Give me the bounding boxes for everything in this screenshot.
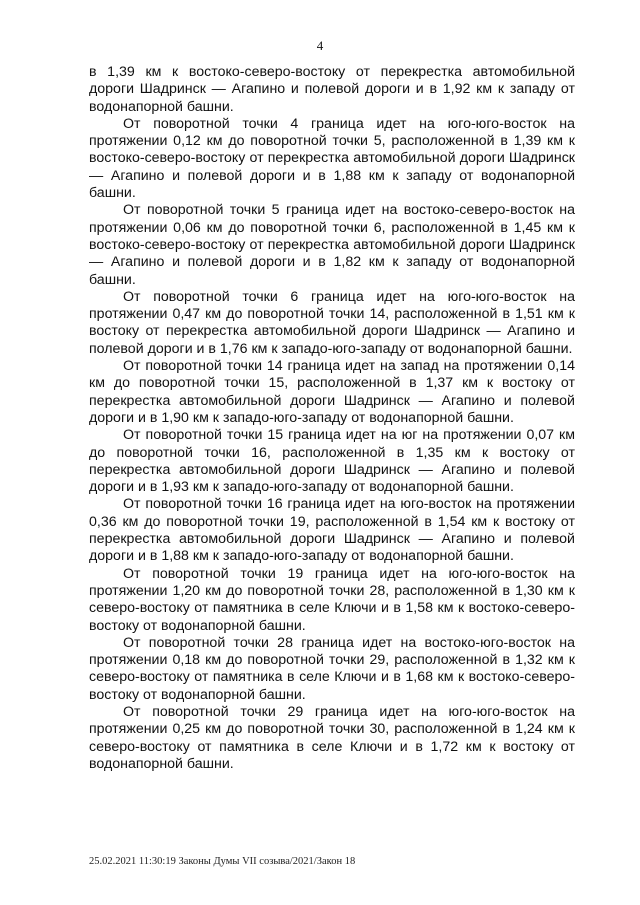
document-body <box>89 64 575 773</box>
paragraph-2: От поворотной точки 4 граница идет на юго-юго-восток на протяжении 0,12 км до поворотной точки 5, расположенной в 1,39 км к востоко-северо-востоку от перекрестка автомобильной дороги Шадринск — Агапино и полевой дороги и в 1,88 км к западу от водонапорной башни. <box>89 115 575 202</box>
paragraph-3: От поворотной точки 5 граница идет на востоко-северо-восток на протяжении 0,06 км до поворотной точки 6, расположенной в 1,45 км к востоко-северо-востоку от перекрестка автомобильной дороги Шадринск — Агапино и полевой дороги и в 1,82 км к западу от водонапорной башни. <box>89 202 575 288</box>
paragraph-4: От поворотной точки 6 граница идет на юго-юго-восток на протяжении 0,47 км до поворотной точки 14, расположенной в 1,51 км к востоку от перекрестка автомобильной дороги Шадринск — Агапино и полевой дороги и в 1,76 км к западо-юго-западу от водонапорной башни. <box>89 288 575 357</box>
paragraph-10: От поворотной точки 29 граница идет на юго-юго-восток на протяжении 0,25 км до поворотной точки 30, расположенной в 1,24 км к северо-востоку от памятника в селе Ключи и в 1,72 км к востоку от водонапорной башни. <box>89 703 575 772</box>
paragraph-5: От поворотной точки 14 граница идет на запад на протяжении 0,14 км до поворотной точки 15, расположенной в 1,37 км к востоку от перекрестка автомобильной дороги Шадринск — Агапино и полевой дороги и в 1,90 км к западо-юго-западу от водонапорной башни. <box>89 358 575 426</box>
document-footer: 25.02.2021 11:30:19 Законы Думы VII созыва/2021/Закон 18 <box>89 856 356 867</box>
page-number: 4 <box>316 38 324 53</box>
paragraph-6: От поворотной точки 15 граница идет на юг на протяжении 0,07 км до поворотной точки 16, расположенной в 1,35 км к востоку от перекрестка автомобильной дороги Шадринск — Агапино и полевой дороги и в 1,93 км к западо-юго-западу от водонапорной башни. <box>89 427 575 496</box>
paragraph-9: От поворотной точки 28 граница идет на востоко-юго-восток на протяжении 0,18 км до поворотной точки 29, расположенной в 1,32 км к северо-востоку от памятника в селе Ключи и в 1,68 км к востоко-северо-востоку от водонапорной башни. <box>89 634 575 703</box>
paragraph-1: в 1,39 км к востоко-северо-востоку от перекрестка автомобильной дороги Шадринск — Агапино и полевой дороги и в 1,92 км к западу от водонапорной башни. <box>89 64 575 115</box>
paragraph-7: От поворотной точки 16 граница идет на юго-восток на протяжении 0,36 км до поворотной точки 19, расположенной в 1,54 км к востоку от перекрестка автомобильной дороги Шадринск — Агапино и полевой дороги и в 1,88 км к западо-юго-западу от водонапорной башни. <box>89 496 575 565</box>
paragraph-8: От поворотной точки 19 граница идет на юго-юго-восток на протяжении 1,20 км до поворотной точки 28, расположенной в 1,30 км к северо-востоку от памятника в селе Ключи и в 1,58 км к востоко-северо-востоку от водонапорной башни. <box>89 565 575 634</box>
